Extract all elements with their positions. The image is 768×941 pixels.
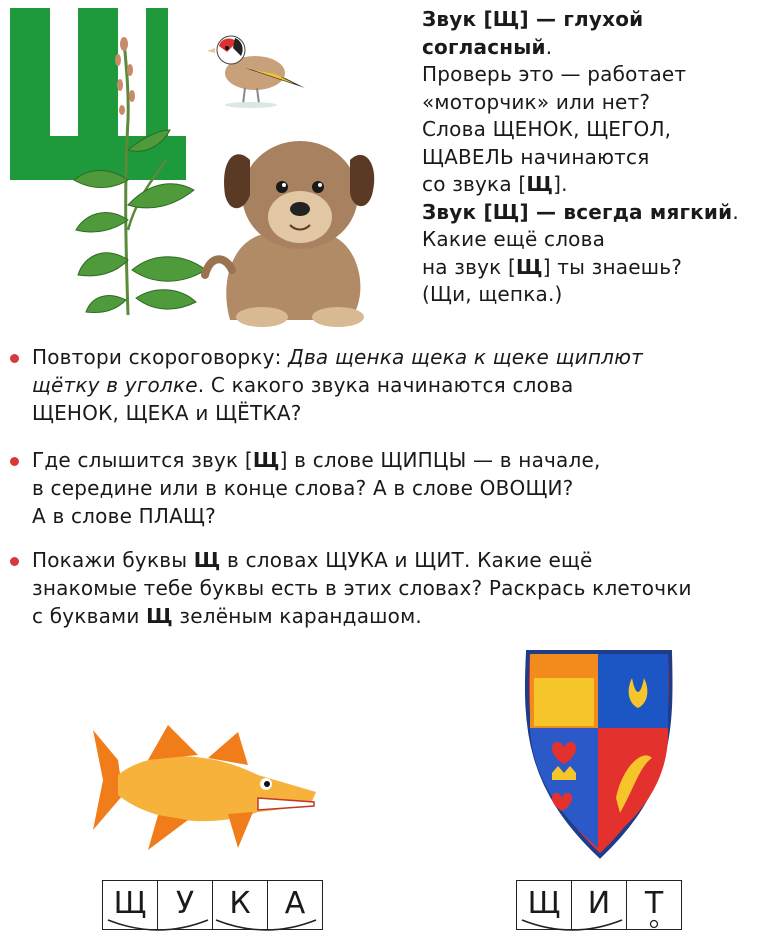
letter-cell[interactable]: И [572, 881, 627, 929]
text: в словах ЩУКА и ЩИТ. Какие ещё [220, 548, 593, 572]
text: согласный [422, 34, 546, 59]
text: ] — всегда мягкий [519, 199, 733, 224]
letter-cell[interactable]: А [284, 886, 306, 921]
heraldic-shield-icon [522, 648, 676, 860]
text: ] в слове ЩИПЦЫ — в начале, [279, 448, 601, 472]
letter-cell[interactable]: Щ [517, 881, 572, 929]
goldfinch-bird-icon [205, 18, 315, 108]
bullet-item-3 [8, 546, 760, 630]
text: «моторчик» или нет? [422, 89, 651, 114]
text: на звук [ [422, 254, 516, 279]
text: ЩЕНОК, ЩЕКА и ЩЁТКА? [32, 401, 302, 425]
letter-cell[interactable]: Т [644, 886, 664, 921]
text: Покажи буквы [32, 548, 194, 572]
text: ] — глухой [519, 7, 644, 31]
letter: Щ [526, 172, 554, 196]
text: в середине или в конце слова? А в слове ОВОЩИ? [32, 476, 574, 500]
text: ЩАВЕЛЬ начинаются [422, 144, 650, 169]
pike-fish-icon [88, 720, 320, 860]
bullet-item-2 [8, 446, 760, 530]
text: с буквами [32, 604, 147, 628]
text: А в слове ПЛАЩ? [32, 504, 216, 528]
letter-cell[interactable]: Щ [103, 881, 158, 929]
letter-cell[interactable]: У [158, 881, 213, 929]
text: . [545, 34, 553, 59]
text: . [732, 199, 739, 224]
text: ]. [553, 172, 568, 196]
intro-text [422, 6, 762, 309]
text: со звука [ [422, 172, 527, 196]
tongue-twister: Два щенка щека к щеке щиплют [288, 345, 644, 369]
text: Проверь это — работает [422, 62, 687, 86]
letter: Щ [146, 604, 173, 628]
text: зелёным карандашом. [172, 604, 422, 628]
text: . С какого звука начинаются слова [197, 373, 574, 397]
letter-cell[interactable]: К [213, 881, 268, 929]
bullet-dot [10, 457, 19, 466]
letter: Щ [516, 254, 543, 279]
text: Звук [ [422, 199, 493, 224]
letter: Щ [252, 448, 280, 472]
letter: Щ [492, 7, 520, 31]
puppy-icon [200, 125, 380, 330]
text: Какие ещё слова [422, 227, 606, 251]
text: ] ты знаешь? [542, 254, 683, 279]
tongue-twister: щётку в уголке [32, 373, 198, 397]
text: Слова ЩЕНОК, ЩЕГОЛ, [422, 117, 672, 141]
syllable-arcs [104, 916, 322, 938]
letter: Щ [193, 548, 221, 572]
bullet-dot [10, 557, 19, 566]
text: (Щи, щепка.) [422, 282, 563, 306]
text: Повтори скороговорку: [32, 345, 289, 369]
text: Где слышится звук [ [32, 448, 253, 472]
syllable-arc-and-mark [518, 916, 686, 938]
bullet-item-1 [8, 343, 760, 427]
text: знакомые тебе буквы есть в этих словах? Раскрась клеточки [32, 576, 692, 600]
bullet-dot [10, 354, 19, 363]
text: Звук [ [422, 7, 493, 31]
letter: Щ [492, 199, 520, 224]
